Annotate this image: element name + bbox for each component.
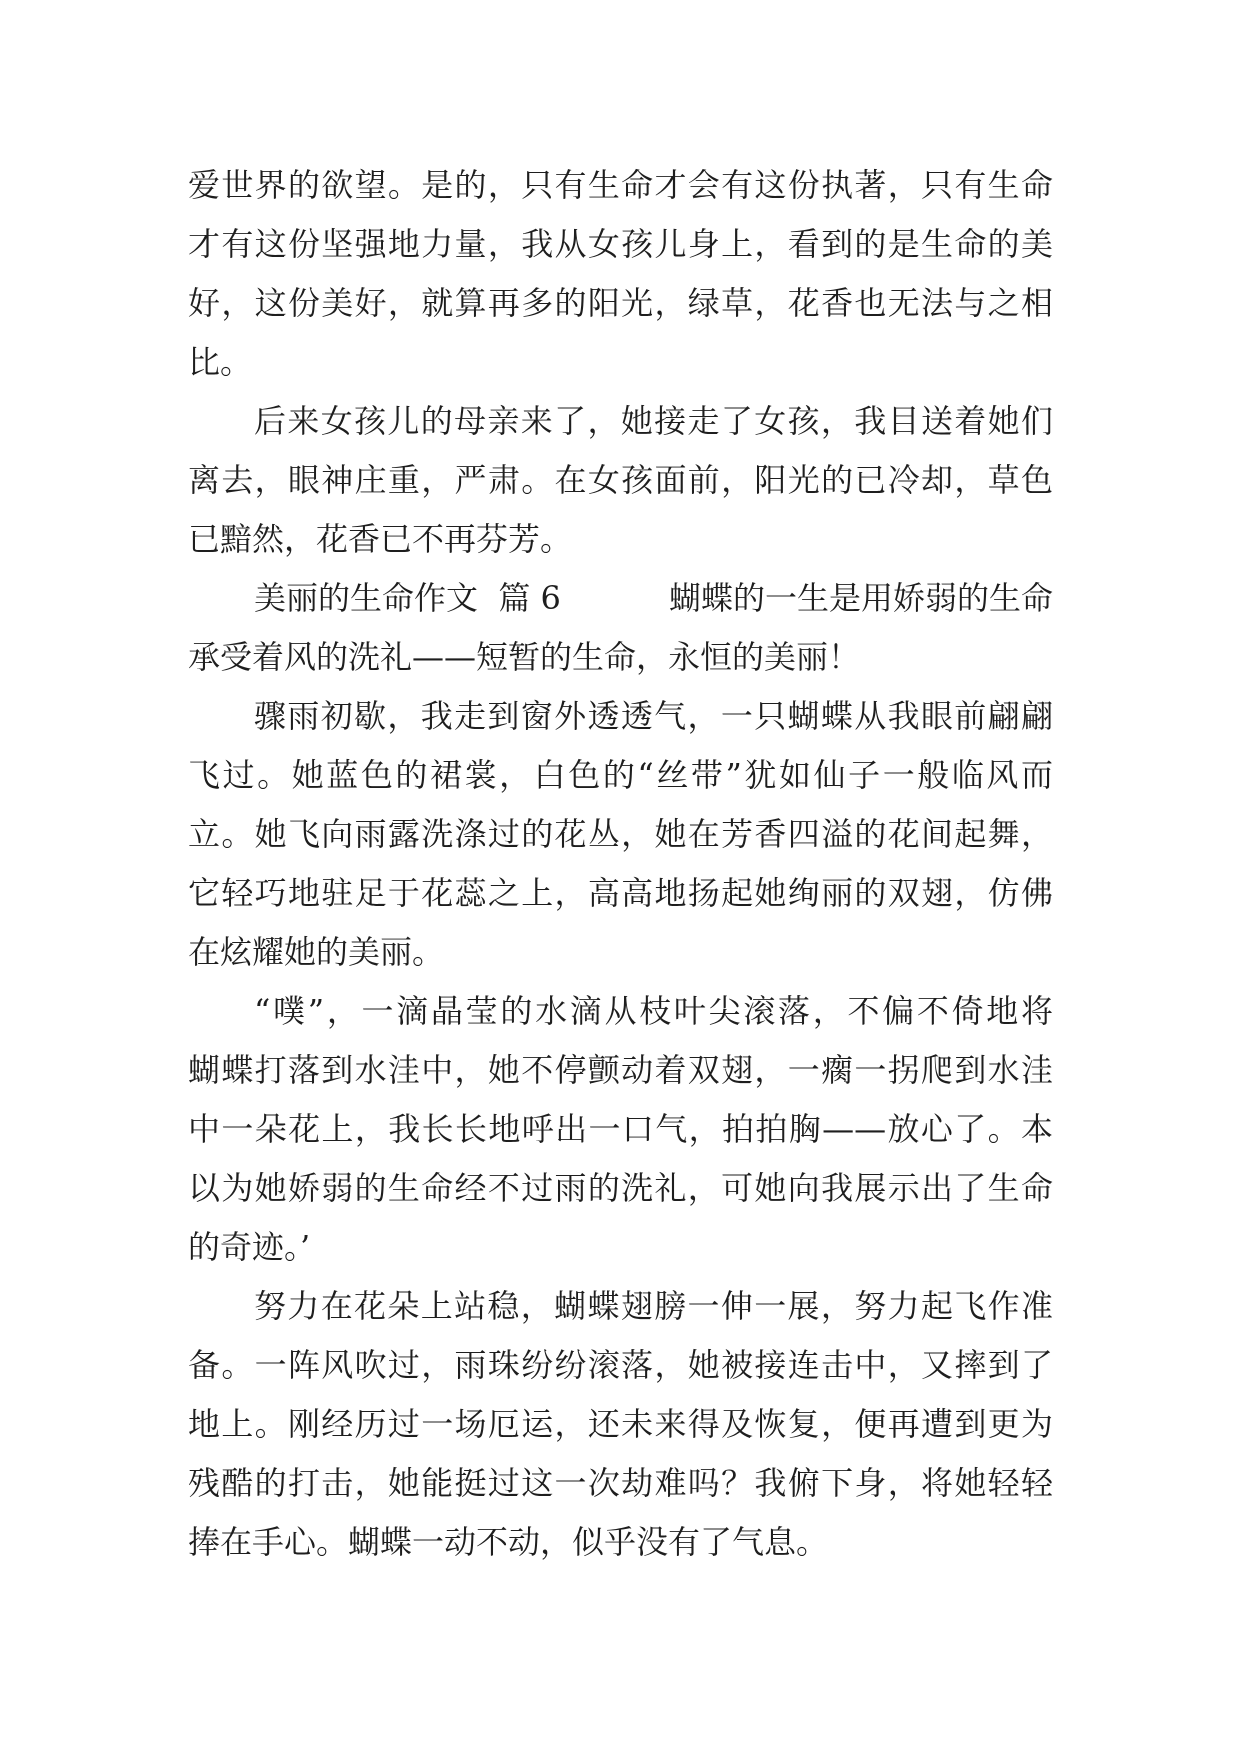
- text-line: 在炫耀她的美丽。: [188, 933, 445, 971]
- section-heading: 美丽的生命作文 篇 6: [254, 579, 561, 617]
- text-line: 以为她娇弱的生命经不过雨的洗礼，可她向我展示出了生命: [188, 1169, 1053, 1207]
- text-line: 比。: [188, 343, 253, 381]
- text-line: 蝴蝶打落到水洼中，她不停颤动着双翅，一瘸一拐爬到水洼: [188, 1051, 1053, 1089]
- text-line: 承受着风的洗礼——短暂的生命，永恒的美丽！: [188, 638, 861, 676]
- text-line: 已黯然，花香已不再芬芳。: [188, 520, 573, 558]
- text-line: 捧在手心。蝴蝶一动不动，似乎没有了气息。: [188, 1523, 829, 1561]
- text-line: 蝴蝶的一生是用娇弱的生命: [668, 579, 1053, 617]
- text-line: “噗”，一滴晶莹的水滴从枝叶尖滚落，不偏不倚地将: [254, 992, 1053, 1030]
- text-line: 离去，眼神庄重，严肃。在女孩面前，阳光的已冷却，草色: [188, 461, 1053, 499]
- text-line: 骤雨初歇，我走到窗外透透气，一只蝴蝶从我眼前翩翩: [254, 697, 1053, 735]
- paragraph: [188, 687, 1053, 982]
- text-line: 备。一阵风吹过，雨珠纷纷滚落，她被接连击中，又摔到了: [188, 1346, 1053, 1384]
- document-body: [188, 156, 1053, 1572]
- paragraph: [188, 982, 1053, 1277]
- text-line: 才有这份坚强地力量，我从女孩儿身上，看到的是生命的美: [188, 225, 1053, 263]
- text-line: 地上。刚经历过一场厄运，还未来得及恢复，便再遭到更为: [188, 1405, 1053, 1443]
- paragraph: [188, 569, 1053, 687]
- text-line: 的奇迹。’: [188, 1228, 311, 1266]
- text-line: 好，这份美好，就算再多的阳光，绿草，花香也无法与之相: [188, 284, 1053, 322]
- text-line: 飞过。她蓝色的裙裳，白色的“丝带”犹如仙子一般临风而: [188, 756, 1053, 794]
- paragraph: [188, 156, 1053, 392]
- text-line: 中一朵花上，我长长地呼出一口气，拍拍胸——放心了。本: [188, 1110, 1053, 1148]
- text-line: 爱世界的欲望。是的，只有生命才会有这份执著，只有生命: [188, 166, 1053, 204]
- paragraph: [188, 392, 1053, 569]
- text-line: 努力在花朵上站稳，蝴蝶翅膀一伸一展，努力起飞作准: [254, 1287, 1053, 1325]
- paragraph: [188, 1277, 1053, 1572]
- text-line: 后来女孩儿的母亲来了，她接走了女孩，我目送着她们: [254, 402, 1053, 440]
- text-line: 它轻巧地驻足于花蕊之上，高高地扬起她绚丽的双翅，仿佛: [188, 874, 1053, 912]
- heading-line: [188, 569, 1053, 628]
- text-line: 残酷的打击，她能挺过这一次劫难吗？我俯下身，将她轻轻: [188, 1464, 1053, 1502]
- text-line: 立。她飞向雨露洗涤过的花丛，她在芳香四溢的花间起舞，: [188, 815, 1053, 853]
